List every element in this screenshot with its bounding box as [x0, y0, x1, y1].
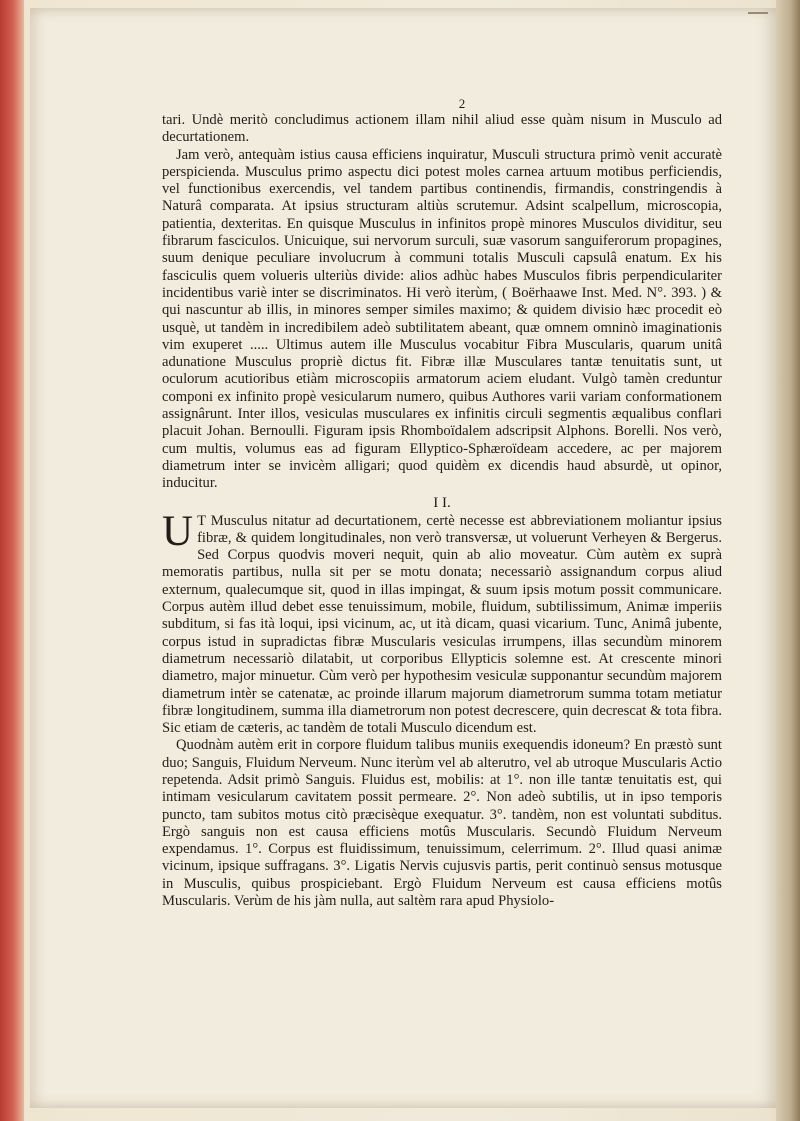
section-heading: I I.	[433, 494, 451, 511]
paragraph-dropcap-text: T Musculus nitatur ad decurtationem, certè necesse est abbreviationem moliantur ipsius fibræ, & quidem longitudinales, non verò transversæ, ut voluerunt Verheyen & Bergerus. Sed Corpus quodvis moveri nequit, quin ab alio moveatur. Cùm autèm ex suprà memoratis partibus, nulla sit per se motu donata; necessariò assignandum corpus aliud externum, qualecumque sit, quod in illas impingat, & suum ipsis motum possit communicare. Corpus autèm illud debet esse tenuissimum, mobile, fluidum, subtilissimum, Animæ imperiis subditum, si fas ità loqui, ipsi vicinum, ac, ut ità dicam, quasi vicarium. Tunc, Animâ jubente, corpus istud in supradictas fibræ Muscularis vesiculas irrumpens, illas secundùm minorem diametrum necessariò dilatabit, ut corporibus Ellypticis solemne est. At crescente minori diametro, major minuetur. Cùm verò per hypothesim vesiculæ supponantur secundùm majorem diametrum intèr se catenatæ, ac proinde illarum majorum diametrorum summa totam metiatur fibræ longitudinem, summa illa diametrorum non potest decrescere, quin decrescat & tota fibra. Sic etiam de cæteris, ac tandèm de totali Musculo dicendum est.	[162, 512, 722, 737]
page-text	[162, 96, 722, 910]
paragraph-dropcap	[162, 507, 722, 738]
book-binding-edge	[0, 0, 24, 1121]
paragraph-structure: Jam verò, antequàm istius causa efficiens inquiratur, Musculi structura primò venit accuratè perspicienda. Musculus primo aspectu dici potest moles carnea artuum motibus perficiendis, vel functionibus exercendis, vel tandem partibus continendis, firmandis, constringendis à Naturâ comparata. At ipsius structuram altiùs scrutemur. Adsint scalpellum, microscopia, patientia, dexteritas. En quisque Musculus in infinitos propè minores Musculos dividitur, seu fibrarum fasciculos. Unicuique, sui nervorum surculi, suæ vasorum sanguiferorum propagines, suum denique peculiare involucrum à communi totalis Musculi capsulâ enatum. Ex his fasciculis quem volueris ulteriùs divide: alios adhùc habes Musculos fibris perpendiculariter incidentibus variè inter se discriminatos. Hi verò iterùm, ( Boërhaawe Inst. Med. N°. 393. ) & qui nascuntur ab illis, in minores semper similes maximo; & quidem divisio hæc procedit eò usquè, ut tandèm in incredibilem adeò subtilitatem abeant, quæ omnem omninò imaginationis vim exuperet ..... Ultimus autem ille Musculus vocabitur Fibra Muscularis, quarum unitâ adunatione Musculus propriè dictus fit. Fibræ illæ Musculares tantæ tenuitatis sunt, ut oculorum acutioribus etiàm microscopiis armatorum aciem eludant. Vulgò tamèn creduntur componi ex infinito propè vesicularum numero, quibus Authores varii variam conformationem assignârunt. Inter illos, vesiculas musculares ex infinitis circuli segmentis æqualibus conflari placuit Johan. Bernoulli. Figuram ipsis Rhomboïdalem adscripsit Alphons. Borelli. Nos verò, cum multis, volumus eas ad figuram Ellyptico-Sphæroïdeam accedere, ac per majorem diametrum inter se invicèm alligari; quod quidèm ex dicendis haud absurdè, ut opinor, inducitur.	[162, 146, 722, 492]
paragraph-fluid: Quodnàm autèm erit in corpore fluidum talibus muniis exequendis idoneum? En præstò sunt duo; Sanguis, Fluidum Nerveum. Nunc iterùm vel ab alterutro, vel ab utroque Muscularis Actio repetenda. Adsit primò Sanguis. Fluidus est, mobilis: at 1°. non ille tantæ tenuitatis est, qui intimam vesicularum cavitatem possit permeare. 2°. Non adeò subtilis, ut in ipso temporis puncto, tam subitos motus citò præcisèque exequatur. 3°. tandèm, non est voluntati subditus. Ergò sanguis non est causa efficiens motûs Muscularis. Secundò Fluidum Nerveum expendamus. 1°. Corpus est fluidissimum, tenuissimum, celerrimum. 2°. Illud quasi animæ vicinum, ipsique suffragans. 3°. Ligatis Nervis cujusvis partis, perit continuò sensus motusque in Musculis, quibus prospiciebant. Ergò Fluidum Nerveum est causa efficiens motûs Muscularis. Verùm de his jàm nulla, aut saltèm rara apud Physiolo-	[162, 737, 722, 910]
drop-cap-letter: U	[162, 507, 194, 555]
page-stack-edge	[776, 0, 800, 1121]
paragraph-continuation: tari. Undè meritò concludimus actionem illam nihil aliud esse quàm nisum in Musculo ad decurtationem.	[162, 112, 722, 146]
corner-mark	[748, 12, 768, 14]
page-number: 2	[458, 96, 466, 111]
